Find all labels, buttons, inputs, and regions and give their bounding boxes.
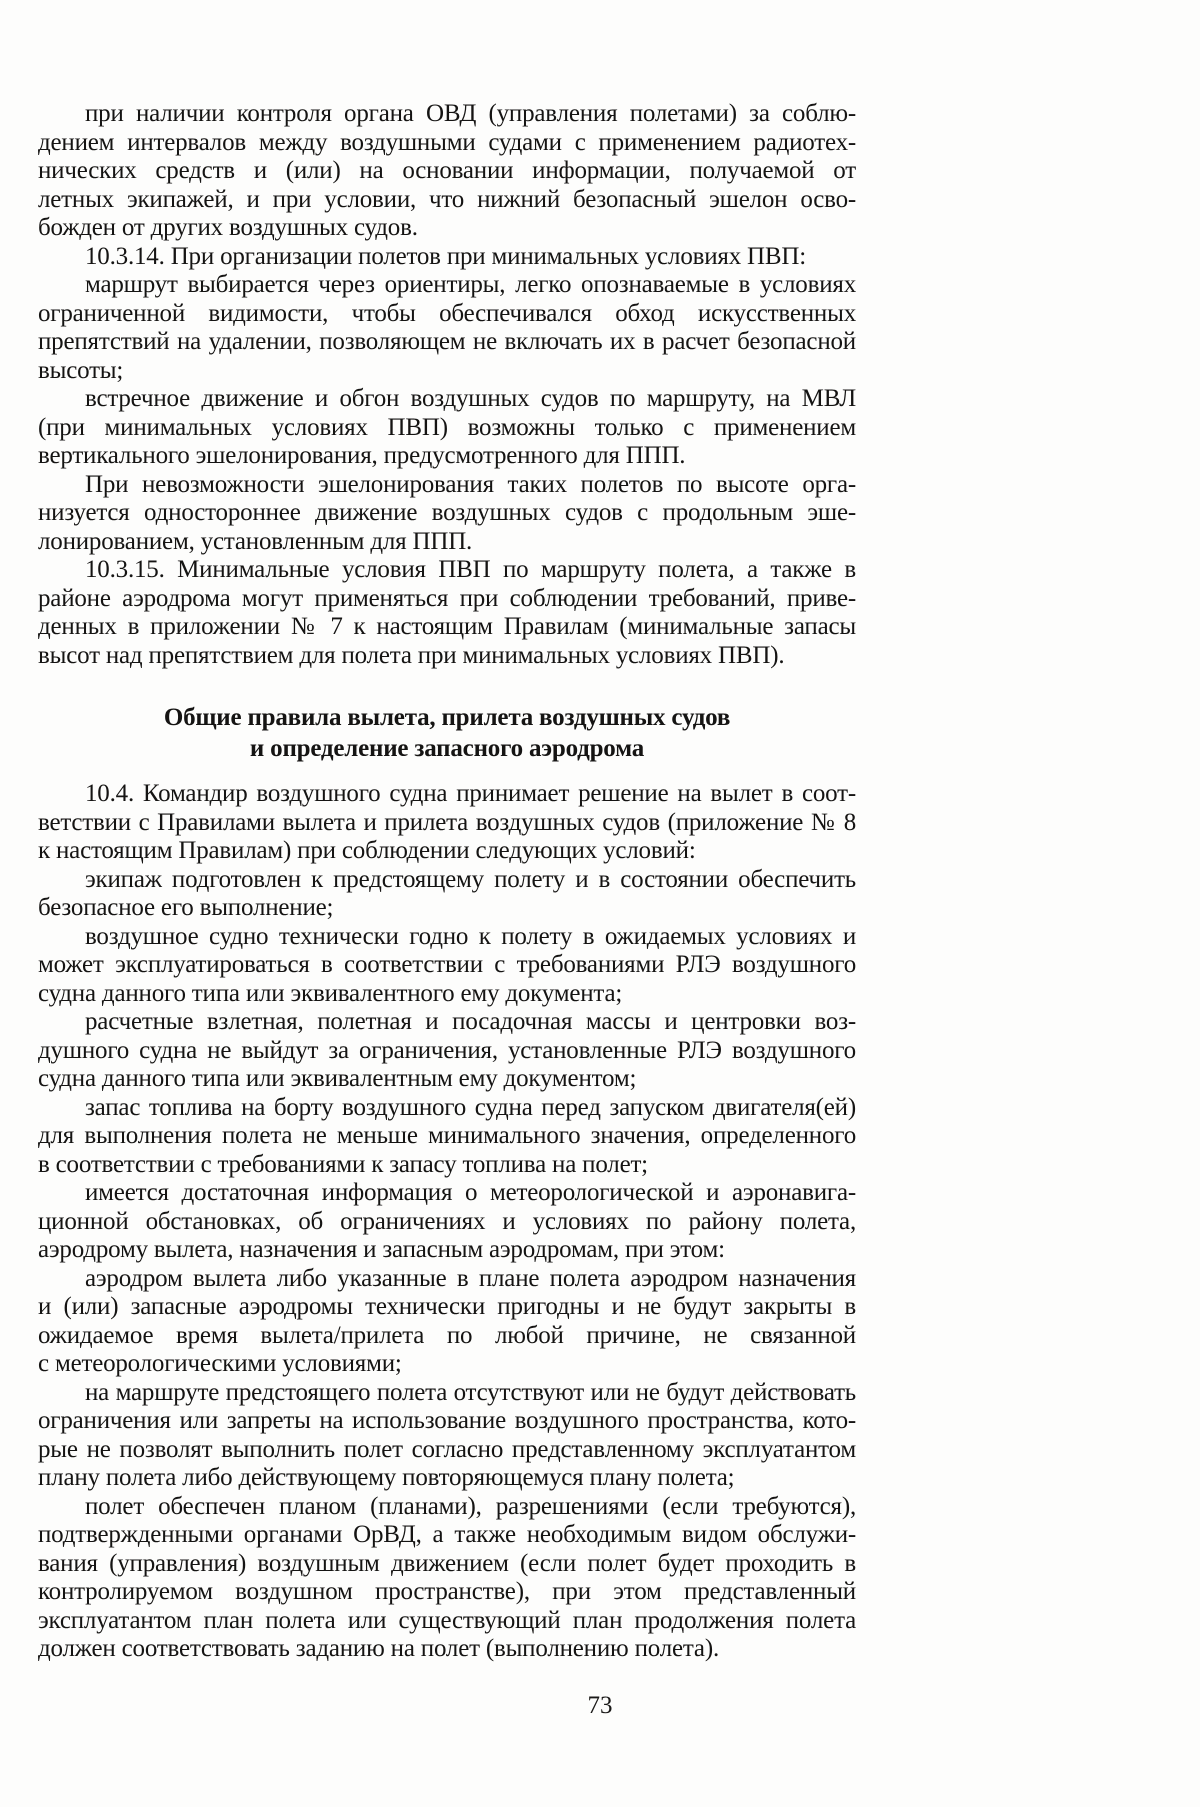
text-line: аэродрому вылета, назначения и запасным аэродромам, при этом: xyxy=(38,1236,725,1263)
paragraph xyxy=(38,385,856,471)
text-line: 10.3.14. При организации полетов при минимальных условиях ПВП: xyxy=(85,242,806,270)
text-line: При невозможности эшелонирования таких полетов по высоте орга- xyxy=(85,470,856,498)
text-line: ционной обстановках, об ограничениях и условиях по району полета, xyxy=(38,1207,856,1235)
text-line: расчетные взлетная, полетная и посадочная массы и центровки воз- xyxy=(85,1008,856,1035)
text-line: рые не позволят выполнить полет согласно представленному эксплуатантом xyxy=(38,1435,856,1463)
paragraph xyxy=(38,1493,856,1664)
text-line: к настоящим Правилам) при соблюдении следующих условий: xyxy=(38,837,696,864)
paragraph xyxy=(38,1179,856,1265)
paragraph xyxy=(38,243,856,272)
text-line: воздушное судно технически годно к полету в ожидаемых условиях и xyxy=(85,922,856,950)
text-line: безопасное его выполнение; xyxy=(38,894,334,921)
text-line: контролируемом воздушном пространстве), при этом представленный xyxy=(38,1578,856,1605)
text-line: плану полета либо действующему повторяющемуся плану полета; xyxy=(38,1464,735,1491)
text-line: препятствий на удалении, позволяющем не включать их в расчет безопасной xyxy=(38,328,856,355)
text-line: 10.3.15. Минимальные условия ПВП по маршруту полета, а также в xyxy=(85,556,856,583)
text-line: подтвержденными органами ОрВД, а также необходимым видом обслужи- xyxy=(38,1521,856,1548)
text-line: запас топлива на борту воздушного судна перед запуском двигателя(ей) xyxy=(85,1093,856,1121)
text-line: с метеорологическими условиями; xyxy=(38,1350,402,1377)
text-line: в соответствии с требованиями к запасу топлива на полет; xyxy=(38,1150,648,1178)
heading-line: Общие правила вылета, прилета воздушных судов xyxy=(163,704,731,731)
text-line: ограничения или запреты на использование воздушного пространства, кото- xyxy=(38,1407,856,1434)
text-line: на маршруте предстоящего полета отсутствуют или не будут действовать xyxy=(85,1378,856,1406)
text-line: вания (управления) воздушным движением (если полет будет проходить в xyxy=(38,1549,856,1577)
text-line: ожидаемое время вылета/прилета по любой причине, не связанной xyxy=(38,1321,856,1349)
paragraph xyxy=(38,1379,856,1493)
text-line: 10.4. Командир воздушного судна принимает решение на вылет в соот- xyxy=(85,780,856,807)
text-line: аэродром вылета либо указанные в плане полета аэродром назначения xyxy=(85,1264,856,1292)
paragraph xyxy=(38,556,856,670)
text-line: дением интервалов между воздушными судами с применением радиотех- xyxy=(38,128,856,156)
text-line: высоты; xyxy=(38,356,124,384)
text-line: эксплуатантом план полета или существующий план продолжения полета xyxy=(38,1606,856,1634)
text-line: душного судна не выйдут за ограничения, установленные РЛЭ воздушного xyxy=(38,1036,856,1064)
text-line: нических средств и (или) на основании информации, получаемой от xyxy=(38,157,856,184)
text-line: низуется одностороннее движение воздушных судов с продольным эше- xyxy=(38,499,856,526)
paragraph xyxy=(38,471,856,557)
page-number: 73 xyxy=(587,1692,613,1719)
paragraph xyxy=(38,923,856,1009)
text-line: ветствии с Правилами вылета и прилета воздушных судов (приложение № 8 xyxy=(38,808,856,836)
text-line: при наличии контроля органа ОВД (управления полетами) за соблю- xyxy=(85,100,856,127)
section-heading xyxy=(38,702,856,764)
text-line: вертикального эшелонирования, предусмотренного для ППП. xyxy=(38,442,686,469)
text-line: лонированием, установленным для ППП. xyxy=(38,527,473,555)
text-line: имеется достаточная информация о метеорологической и аэронавига- xyxy=(85,1179,856,1206)
text-line: судна данного типа или эквивалентного ему документа; xyxy=(38,979,623,1007)
text-line: судна данного типа или эквивалентным ему документом; xyxy=(38,1065,637,1092)
heading-line: и определение запасного аэродрома xyxy=(249,735,645,762)
text-line: встречное движение и обгон воздушных судов по маршруту, на МВЛ xyxy=(85,385,856,412)
text-line: и (или) запасные аэродромы технически пригодны и не будут закрыты в xyxy=(38,1293,856,1320)
text-line: божден от других воздушных судов. xyxy=(38,214,418,241)
text-line: может эксплуатироваться в соответствии с требованиями РЛЭ воздушного xyxy=(38,951,856,978)
text-line: ограниченной видимости, чтобы обеспечивался обход искусственных xyxy=(38,299,856,327)
text-line: денных в приложении № 7 к настоящим Правилам (минимальные запасы xyxy=(38,613,856,640)
paragraph xyxy=(38,780,856,866)
paragraph xyxy=(38,1008,856,1094)
text-line: летных экипажей, и при условии, что нижний безопасный эшелон осво- xyxy=(38,185,856,213)
text-line: высот над препятствием для полета при минимальных условиях ПВП). xyxy=(38,641,785,669)
text-line: районе аэродрома могут применяться при соблюдении требований, приве- xyxy=(38,584,856,612)
text-line: (при минимальных условиях ПВП) возможны только с применением xyxy=(38,413,856,441)
paragraph xyxy=(38,100,856,243)
text-line: должен соответствовать заданию на полет (выполнению полета). xyxy=(38,1635,719,1662)
paragraph xyxy=(38,1094,856,1180)
paragraph xyxy=(38,866,856,923)
text-line: маршрут выбирается через ориентиры, легко опознаваемые в условиях xyxy=(85,271,856,298)
text-line: для выполнения полета не меньше минимального значения, определенного xyxy=(38,1122,856,1149)
paragraph xyxy=(38,1265,856,1379)
text-block xyxy=(38,100,856,1664)
paragraph xyxy=(38,271,856,385)
text-line: экипаж подготовлен к предстоящему полету и в состоянии обеспечить xyxy=(85,865,856,893)
text-line: полет обеспечен планом (планами), разрешениями (если требуются), xyxy=(85,1492,856,1520)
